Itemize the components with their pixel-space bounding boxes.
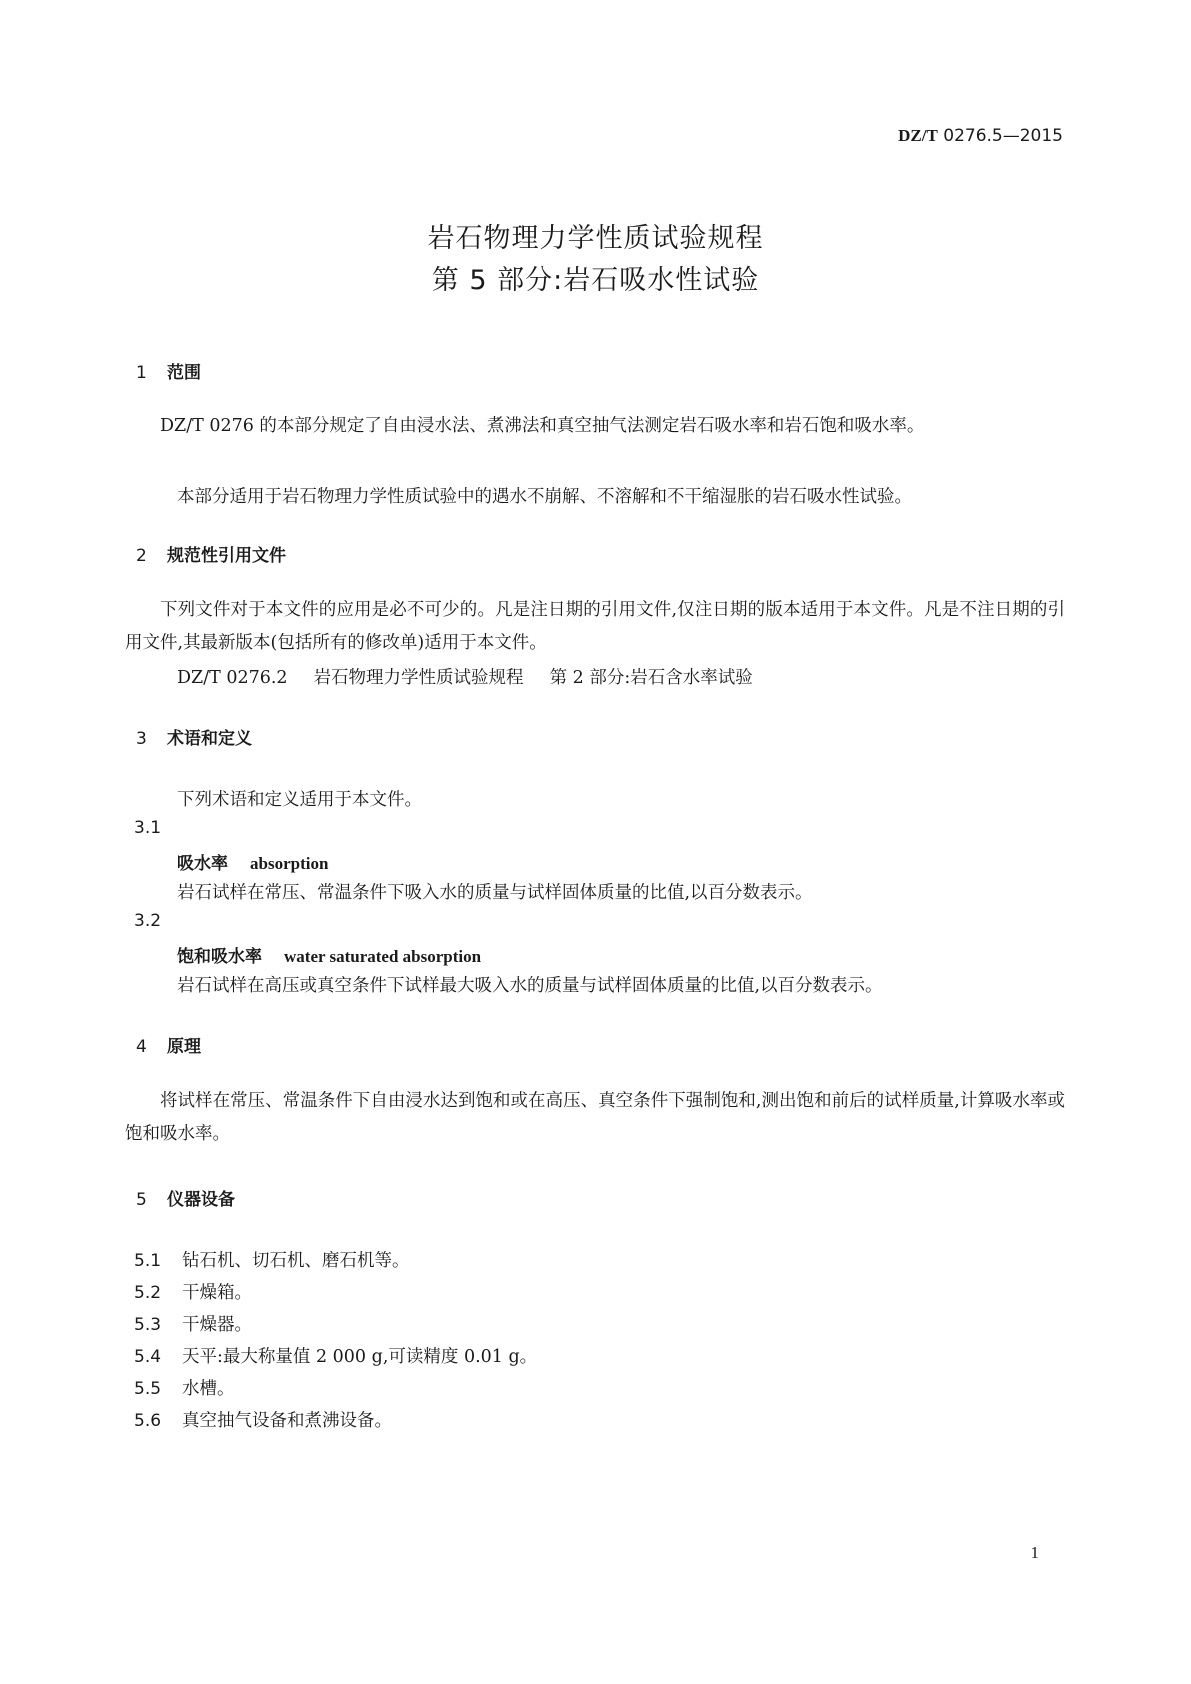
list-item — [134, 1343, 537, 1368]
standard-code — [898, 126, 1063, 146]
term-1-english: absorption — [250, 854, 329, 873]
term-1-number: 3.1 — [134, 818, 162, 838]
list-item-number: 5.1 — [134, 1251, 162, 1271]
list-item-text: 真空抽气设备和煮沸设备。 — [182, 1411, 392, 1431]
list-item-number: 5.6 — [134, 1411, 162, 1431]
list-item-text: 天平:最大称量值 2 000 g,可读精度 0.01 g。 — [182, 1347, 538, 1367]
list-item-text: 水槽。 — [182, 1379, 235, 1399]
reference-part: 第 2 部分:岩石含水率试验 — [549, 668, 753, 688]
list-item-number: 5.2 — [134, 1283, 162, 1303]
standard-code-prefix: DZ/T — [898, 126, 938, 145]
reference-title: 岩石物理力学性质试验规程 — [313, 668, 524, 688]
normative-reference — [177, 664, 753, 689]
term-2-definition: 岩石试样在高压或真空条件下试样最大吸入水的质量与试样固体质量的比值,以百分数表示。 — [177, 976, 883, 996]
section-5-title: 仪器设备 — [167, 1190, 235, 1210]
section-2-paragraph-1: 下列文件对于本文件的应用是必不可少的。凡是注日期的引用文件,仅注日期的版本适用于本文件。凡是不注日期的引用文件,其最新版本(包括所有的修改单)适用于本文件。 — [125, 600, 1065, 653]
list-item-number: 5.3 — [134, 1315, 162, 1335]
list-item — [134, 1311, 252, 1336]
section-4-paragraph-1: 将试样在常压、常温条件下自由浸水达到饱和或在高压、真空条件下强制饱和,测出饱和前后的试样质量,计算吸水率或饱和吸水率。 — [125, 1091, 1065, 1144]
list-item-text: 干燥器。 — [182, 1315, 252, 1335]
document-title-line2: 第 5 部分:岩石吸水性试验 — [431, 265, 760, 296]
section-2-title: 规范性引用文件 — [167, 546, 286, 566]
section-3-heading — [136, 724, 252, 749]
section-2-heading — [136, 541, 286, 566]
document-title-line1: 岩石物理力学性质试验规程 — [427, 223, 764, 254]
section-5-number: 5 — [136, 1190, 147, 1210]
section-1-paragraph-2: 本部分适用于岩石物理力学性质试验中的遇水不崩解、不溶解和不干缩湿胀的岩石吸水性试验。 — [177, 487, 912, 507]
page-number: 1 — [1030, 1543, 1039, 1562]
section-4-number: 4 — [136, 1037, 147, 1057]
section-1-heading — [136, 358, 201, 383]
list-item-number: 5.4 — [134, 1347, 162, 1367]
term-1-chinese: 吸水率 — [177, 854, 228, 874]
section-4-title: 原理 — [167, 1037, 201, 1057]
reference-code: DZ/T 0276.2 — [177, 668, 288, 688]
section-2-number: 2 — [136, 546, 147, 566]
section-3-title: 术语和定义 — [167, 729, 252, 749]
section-1-number: 1 — [136, 363, 147, 383]
list-item-text: 干燥箱。 — [182, 1283, 252, 1303]
list-item — [134, 1247, 410, 1272]
section-1-title: 范围 — [167, 363, 201, 383]
section-4-heading — [136, 1032, 201, 1057]
list-item — [134, 1375, 235, 1400]
section-3-number: 3 — [136, 729, 147, 749]
term-1-heading — [177, 849, 328, 874]
section-3-intro: 下列术语和定义适用于本文件。 — [177, 790, 422, 810]
term-2-heading — [177, 942, 481, 967]
term-2-number: 3.2 — [134, 911, 162, 931]
term-1-definition: 岩石试样在常压、常温条件下吸入水的质量与试样固体质量的比值,以百分数表示。 — [177, 883, 813, 903]
term-2-english: water saturated absorption — [284, 947, 482, 966]
list-item — [134, 1279, 252, 1304]
list-item-number: 5.5 — [134, 1379, 162, 1399]
section-1-paragraph-1: DZ/T 0276 的本部分规定了自由浸水法、煮沸法和真空抽气法测定岩石吸水率和岩石饱和吸水率。 — [160, 416, 925, 436]
list-item — [134, 1407, 392, 1432]
term-2-chinese: 饱和吸水率 — [177, 947, 262, 967]
standard-code-number: 0276.5—2015 — [943, 126, 1063, 146]
list-item-text: 钻石机、切石机、磨石机等。 — [182, 1251, 410, 1271]
section-5-heading — [136, 1185, 235, 1210]
